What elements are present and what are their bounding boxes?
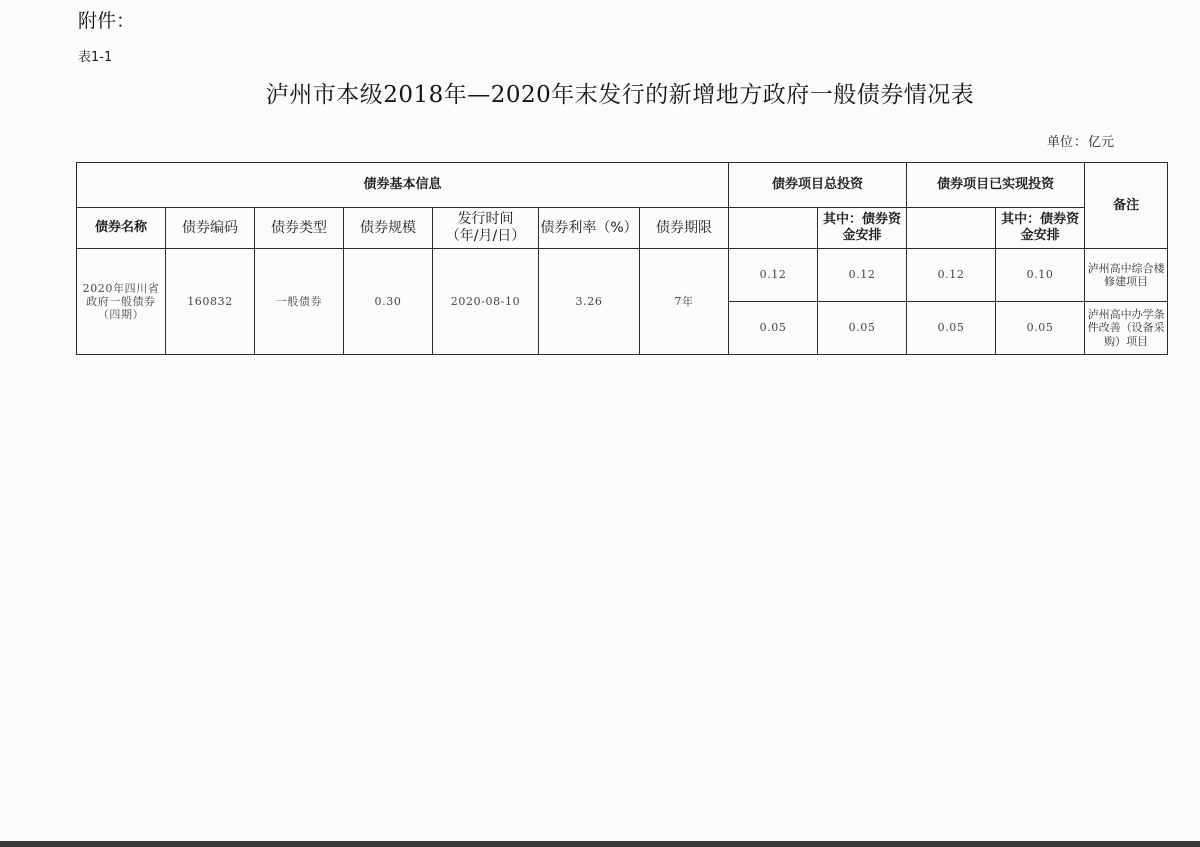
issue-date-header-line2: （年/月/日） (445, 228, 526, 244)
col-header-bond-code: 债券编码 (166, 208, 255, 249)
interest-rate-cell: 3.26 (539, 249, 640, 355)
group-header-basic-info: 债券基本信息 (77, 163, 729, 208)
col-header-bond-type: 债券类型 (255, 208, 344, 249)
col-header-realized-bond-funds: 其中：债券资金安排 (996, 208, 1085, 249)
table-row (77, 249, 1168, 302)
unit-note (1047, 131, 1114, 150)
group-header-total-investment: 债券项目总投资 (729, 163, 907, 208)
group-header-row (77, 163, 1168, 208)
bond-type-cell: 一般债券 (255, 249, 344, 355)
bond-scale-cell: 0.30 (344, 249, 433, 355)
total-bond-funds-cell: 0.12 (818, 249, 907, 302)
column-header-row (77, 208, 1168, 249)
col-header-bond-name: 债券名称 (77, 208, 166, 249)
scan-bottom-edge (0, 841, 1200, 847)
remark-cell: 泸州高中办学条件改善（设备采购）项目 (1085, 302, 1168, 355)
col-header-bond-scale: 债券规模 (344, 208, 433, 249)
document-title: 泸州市本级2018年—2020年末发行的新增地方政府一般债券情况表 (265, 82, 975, 108)
bond-term-cell: 7年 (640, 249, 729, 355)
total-bond-funds-cell: 0.05 (818, 302, 907, 355)
bond-name-cell: 2020年四川省政府一般债券（四期） (77, 249, 166, 355)
total-investment-cell: 0.05 (729, 302, 818, 355)
group-header-realized-investment: 债券项目已实现投资 (907, 163, 1085, 208)
unit-separator: ： (1074, 135, 1088, 150)
realized-investment-cell: 0.05 (907, 302, 996, 355)
col-header-total-bond-funds: 其中：债券资金安排 (818, 208, 907, 249)
issue-date-cell: 2020-08-10 (433, 249, 539, 355)
realized-investment-cell: 0.12 (907, 249, 996, 302)
col-header-total-investment (729, 208, 818, 249)
col-header-issue-date (433, 208, 539, 249)
unit-value: 亿元 (1088, 135, 1115, 150)
bond-code-cell: 160832 (166, 249, 255, 355)
table-number: 表1-1 (78, 50, 113, 65)
bond-table (76, 162, 1168, 355)
group-header-remarks: 备注 (1085, 163, 1168, 249)
issue-date-header-line1: 发行时间 (457, 211, 514, 228)
realized-bond-funds-cell: 0.10 (996, 249, 1085, 302)
col-header-bond-term: 债券期限 (640, 208, 729, 249)
col-header-realized-investment (907, 208, 996, 249)
attachment-label: 附件： (78, 10, 136, 32)
unit-label: 单位 (1047, 135, 1074, 150)
col-header-interest-rate: 债券利率（%） (539, 208, 640, 249)
remark-cell: 泸州高中综合楼修建项目 (1085, 249, 1168, 302)
total-investment-cell: 0.12 (729, 249, 818, 302)
realized-bond-funds-cell: 0.05 (996, 302, 1085, 355)
